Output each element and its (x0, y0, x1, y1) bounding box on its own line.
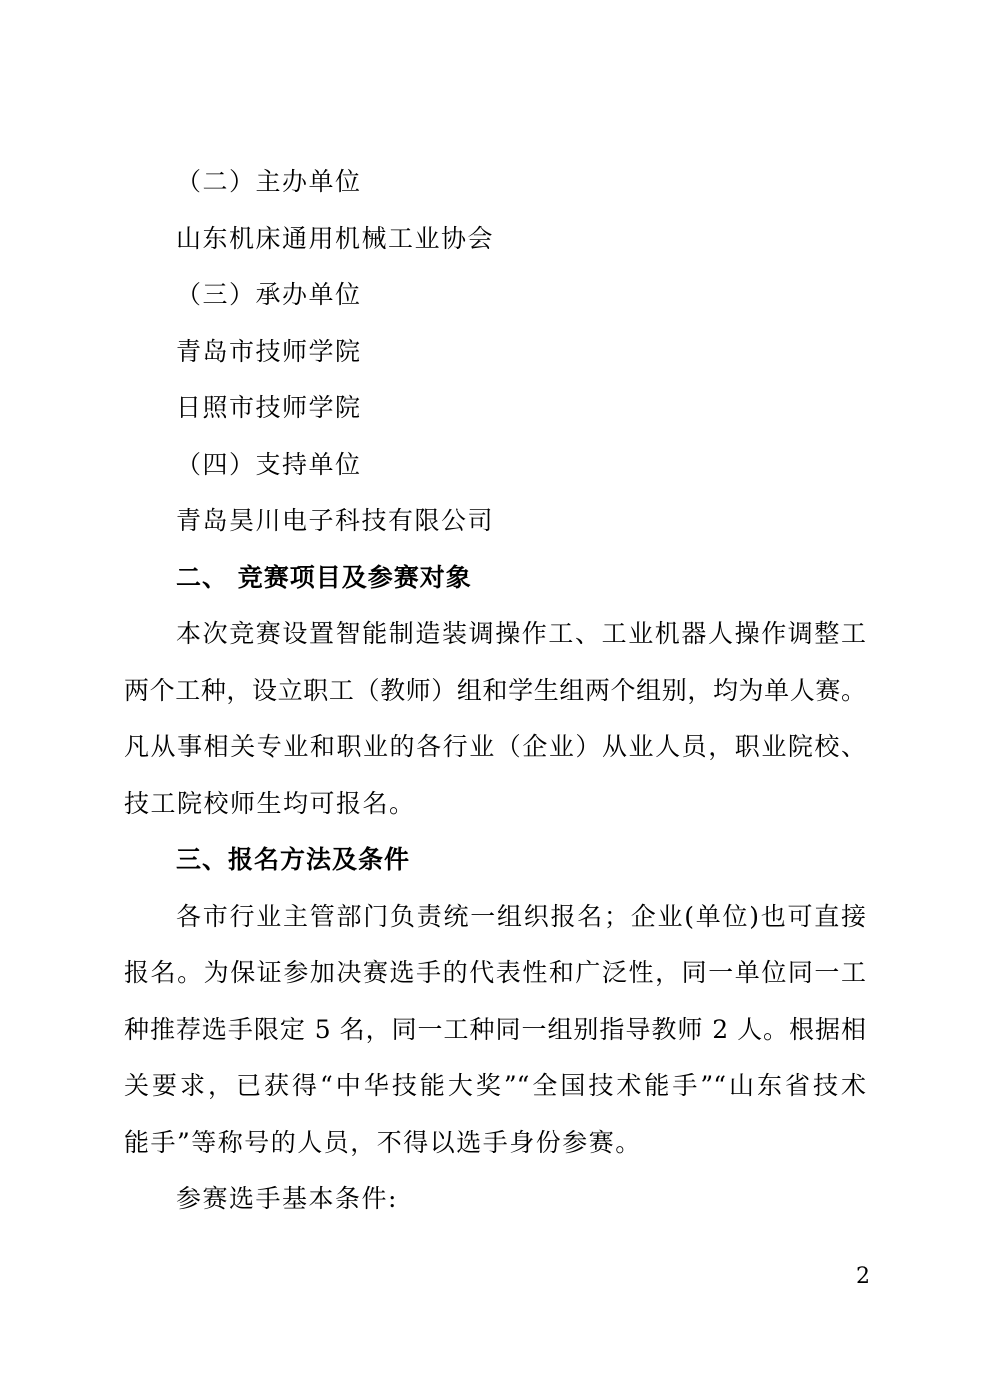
paragraph-line: 各市行业主管部门负责统一组织报名；企业(单位)也可直接 (176, 902, 866, 931)
host-name-2: 日照市技师学院 (176, 393, 362, 422)
paragraph-line: 技工院校师生均可报名。 (124, 789, 416, 818)
paragraph-line: 种推荐选手限定 5 名，同一工种同一组别指导教师 2 人。根据相 (124, 1015, 866, 1044)
paragraph-line: 关要求，已获得“中华技能大奖”“全国技术能手”“山东省技术 (124, 1071, 866, 1100)
paragraph-line: 参赛选手基本条件: (176, 1184, 398, 1213)
paragraph-line: 两个工种，设立职工（教师）组和学生组两个组别，均为单人赛。 (124, 676, 866, 705)
host-name-1: 青岛市技师学院 (176, 337, 362, 366)
paragraph-line: 凡从事相关专业和职业的各行业（企业）从业人员，职业院校、 (124, 732, 866, 761)
section-heading-3: 三、报名方法及条件 (176, 845, 411, 874)
page-number: 2 (856, 1264, 870, 1289)
paragraph-line: 能手”等称号的人员，不得以选手身份参赛。 (124, 1128, 642, 1157)
paragraph-line: 报名。为保证参加决赛选手的代表性和广泛性，同一单位同一工 (124, 958, 866, 987)
subheading-host: （三）承办单位 (176, 280, 362, 309)
subheading-organizer: （二）主办单位 (176, 167, 362, 196)
subheading-supporter: （四）支持单位 (176, 450, 362, 479)
section-heading-2: 二、 竞赛项目及参赛对象 (176, 563, 472, 592)
organizer-name: 山东机床通用机械工业协会 (176, 224, 495, 253)
paragraph-line: 本次竞赛设置智能制造装调操作工、工业机器人操作调整工 (176, 619, 866, 648)
supporter-name: 青岛昊川电子科技有限公司 (176, 506, 495, 535)
